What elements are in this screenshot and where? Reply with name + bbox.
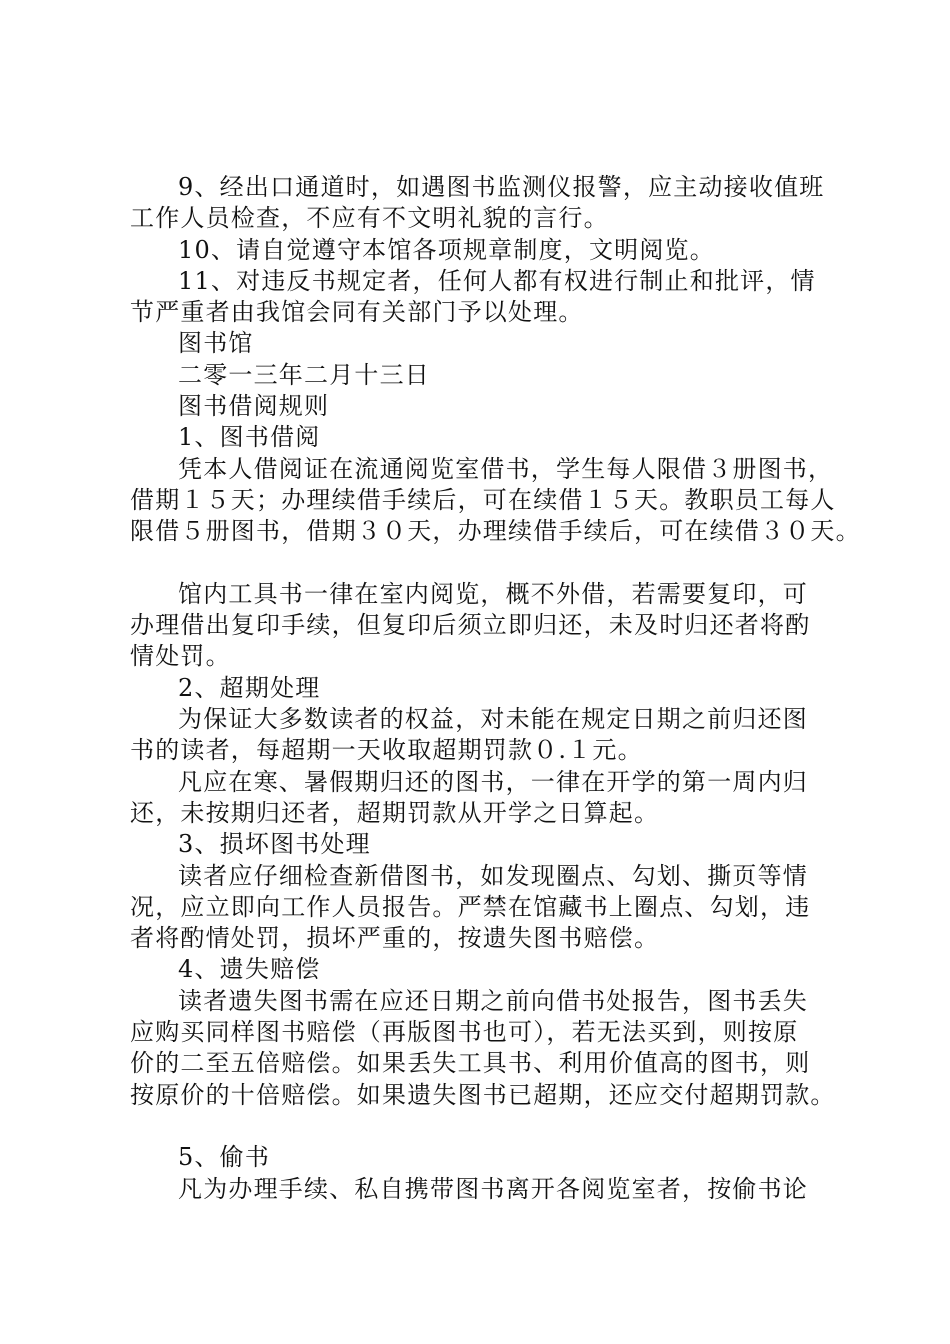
paragraph-line: 凡应在寒、暑假期归还的图书，一律在开学的第一周内归 <box>178 767 808 796</box>
paragraph-line: 况，应立即向工作人员报告。严禁在馆藏书上圈点、勾划，违 <box>130 892 811 921</box>
paragraph-line: 读者遗失图书需在应还日期之前向借书处报告，图书丢失 <box>178 986 808 1015</box>
paragraph-line: 书的读者，每超期一天收取超期罚款０.１元。 <box>130 736 643 765</box>
paragraph-line: 为保证大多数读者的权益，对未能在规定日期之前归还图 <box>178 705 808 734</box>
paragraph-line: 情处罚。 <box>130 642 231 671</box>
heading-loss: 4、遗失赔偿 <box>178 955 321 984</box>
paragraph-line: 价的二至五倍赔偿。如果丢失工具书、利用价值高的图书，则 <box>130 1049 811 1078</box>
paragraph-line: 办理借出复印手续，但复印后须立即归还，未及时归还者将酌 <box>130 611 811 640</box>
paragraph-line: 9、经出口通道时，如遇图书监测仪报警，应主动接收值班 <box>178 173 825 201</box>
blank-line <box>130 548 838 579</box>
paragraph-line: 节严重者由我馆会同有关部门予以处理。 <box>130 298 584 327</box>
paragraph-line: 者将酌情处罚，损坏严重的，按遗失图书赔偿。 <box>130 924 660 953</box>
paragraph-line: 10、请自觉遵守本馆各项规章制度，文明阅览。 <box>178 235 715 264</box>
section-title: 图书借阅规则 <box>178 392 330 421</box>
signature-date: 二零一三年二月十三日 <box>178 360 430 389</box>
heading-overdue: 2、超期处理 <box>178 673 321 702</box>
paragraph-line: 限借５册图书，借期３０天，办理续借手续后，可在续借３０天。 <box>130 517 861 546</box>
paragraph-line: 还，未按期归还者，超期罚款从开学之日算起。 <box>130 798 660 827</box>
paragraph-line: 应购买同样图书赔偿（再版图书也可），若无法买到，则按原 <box>130 1018 799 1047</box>
signature-org: 图书馆 <box>178 329 254 358</box>
blank-line <box>130 1111 838 1142</box>
paragraph-line: 11、对违反书规定者，任何人都有权进行制止和批评，情 <box>178 266 816 295</box>
paragraph-line: 凡为办理手续、私自携带图书离开各阅览室者，按偷书论 <box>178 1174 808 1203</box>
paragraph-line: 按原价的十倍赔偿。如果遗失图书已超期，还应交付超期罚款。 <box>130 1080 836 1109</box>
heading-damage: 3、损坏图书处理 <box>178 830 371 859</box>
paragraph-line: 读者应仔细检查新借图书，如发现圈点、勾划、撕页等情 <box>178 861 808 890</box>
paragraph-line: 工作人员检查，不应有不文明礼貌的言行。 <box>130 204 609 233</box>
paragraph-line: 借期１５天；办理续借手续后，可在续借１５天。教职员工每人 <box>130 485 836 514</box>
heading-theft: 5、偷书 <box>178 1143 271 1172</box>
heading-borrowing: 1、图书借阅 <box>178 423 321 452</box>
paragraph-line: 馆内工具书一律在室内阅览，概不外借，若需要复印，可 <box>178 579 808 608</box>
document-body <box>130 172 861 1205</box>
paragraph-line: 凭本人借阅证在流通阅览室借书，学生每人限借３册图书， <box>178 454 834 483</box>
